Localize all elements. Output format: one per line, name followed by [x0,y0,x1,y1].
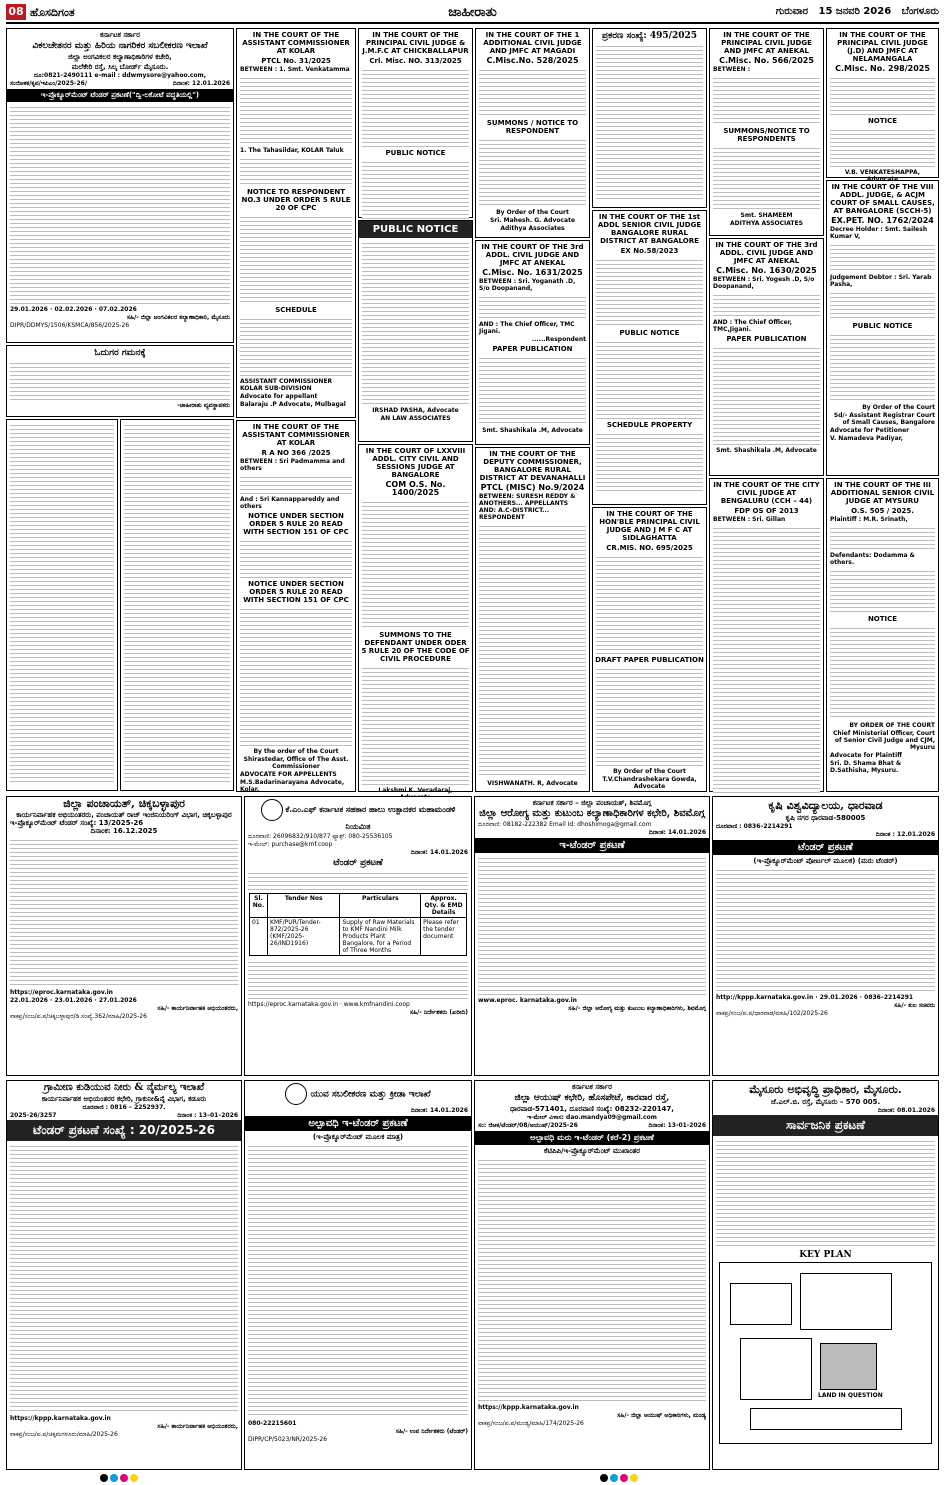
tender-subheading: (ಇ-ಪ್ರೊಕ್ಯೂರ್‌ಮೆಂಟ್ ಪೋರ್ಟಲ್ ಮೂಲಕ) (ಮರು ಟೆಂಡರ್) [753,857,898,865]
body-text [713,525,820,793]
ad-nelamangala-court [826,28,939,178]
map-block [740,1338,812,1400]
tender-urls: https://eproc.karnataka.gov.in · www.kmfnandini.coop [248,1001,410,1008]
office-name: ಜಿಲ್ಲಾ ಅಂಗವಿಕಲರ ಕಲ್ಯಾಣಾಧಿಕಾರಿಗಳ ಕಚೇರಿ, [68,53,172,61]
ad-city-civil-com-os [358,444,473,792]
ref-line: ಸಂ: ಜಿಆಕ/ಟೆಂಡರ್/08/ಆಯುಷ್/2025-26 ದಿನಾಂಕ: 13-01-2026 [478,1122,706,1129]
body-text [830,568,935,613]
body-text [478,855,706,995]
body-text [713,292,820,317]
body-text [240,316,352,376]
ad-deputy-commissioner-court [475,447,590,792]
contact-phone: ದೂರವಾಣಿ : 0836–2214291 [716,823,793,830]
ad-kolar-ra-notice [236,420,356,792]
body-text [362,240,469,405]
body-text [830,242,935,272]
ad-anekal-court-1631 [475,240,590,445]
advocate-name: Balaraju .P Advocate, Mulbagal [240,401,346,408]
body-text [596,554,703,654]
ad-kannada-case-495 [592,28,707,208]
ad-mysuru-senior-civil-court [826,478,939,792]
body-text [248,1143,468,1418]
ad-kmf-tender [244,796,472,1076]
notice-heading: NOTICE [867,615,898,623]
tender-bar: ಇ-ಪ್ರೊಕ್ಯೂರ್‌ಮೆಂಟ್ ಟೆಂಡರ್ ಪ್ರಕಟಣೆ("ದ್ವಿ-ಲಕೋಟೆ ಪದ್ಧತಿಯಲ್ಲಿ") [7,89,233,102]
case-number: C.Misc.No. 528/2025 [486,56,579,65]
signature: ಸಹಿ/- ಜಿಲ್ಲಾ ಆಯುಷ್ ಅಧಿಕಾರಿಗಳು, ಮಂಡ್ಯ [617,1412,706,1419]
body-text [479,355,586,425]
ad-anekal-court-1630 [709,238,824,476]
ad-youth-sports-tender [244,1080,472,1470]
ref-line: 2025-26/3257 ದಿನಾಂಕ : 13–01–2026 [10,1112,238,1119]
ad-small-causes-court [826,180,939,476]
court-name: IN THE COURT OF THE DEPUTY COMMISSIONER, BANGALORE RURAL DISTRICT AT DEVANAHALLI [479,450,586,482]
court-name: IN THE COURT OF THE PRINCIPAL CIVIL JUDGE & J.M.F.C AT CHICKBALLAPUR [362,31,469,55]
ref-line: ಸಂಜಿಅಕಕ/ಕೃಪ/ಇಪಿಎಂ/2025-26/ ದಿನಾಂಕ: 12.01.2026 [10,80,230,87]
tender-date: ದಿನಾಂಕ: 14.01.2026 [648,829,706,836]
map-block [800,1273,892,1330]
registration-mark [100,1474,108,1482]
body-text [478,1157,706,1402]
defendants-line: Defendants: Dodamma & others. [830,552,915,566]
header-date: ಗುರುವಾರ 15 ಜನವರಿ 2026 ಬೆಂಗಳೂರು [775,6,939,17]
tender-date: ದಿನಾಂಕ: 14.01.2026 [410,849,468,856]
body-text [10,1143,238,1413]
body-text [362,67,469,147]
signature: ಸಹಿ/- ಕುಲ ಸಚಿವರು [894,1002,935,1009]
col-sl: Sl. No. [250,894,268,918]
tender-bar: ಟೆಂಡರ್ ಪ್ರಕಟಣೆ ಸಂಖ್ಯೆ : 20/2025-26 [7,1120,241,1141]
signature: By Order of the Court [496,209,569,216]
ad-kolar-ptcl-notice [236,28,356,418]
ad-readers-notice [6,345,234,417]
notice-heading: DRAFT PAPER PUBLICATION [595,656,704,664]
body-text [10,837,238,987]
dipr-code: ವಾಕಪ್ರ/ಸಂಜ/ಪ.ಪ/ಧಾರವಾಡ/ಮಾಹಿ/102/2025-26 [716,1010,828,1017]
ad-ayush-tender [474,1080,710,1470]
office-address: ಧಾರವಾಡ-571401, ದೂರವಾಣಿ ಸಂಖ್ಯೆ: 08232-220147, [510,1105,674,1113]
body-text [248,870,468,890]
table-row: 01 KMF/PUR/Tender-872/2025-26 (KMF/2025-26/IND1916) Supply of Raw Materials to KMF Nandini Milk Products Plant Bangalore, for a Period of Three Months Please refer the tender document [250,918,467,956]
tender-date: ದಿನಾಂಕ : 12.01.2026 [875,831,935,838]
body-text [713,345,820,445]
notice-heading: PAPER PUBLICATION [726,335,807,343]
tender-url: https://kppp.karnataka.gov.in [478,1404,579,1411]
col-tender: Tender Nos [268,894,340,918]
between-line: BETWEEN : [713,66,751,73]
body-text [248,959,468,999]
key-dates: 22.01.2026 · 23.01.2026 · 27.01.2026 [10,997,137,1004]
office-address: ಮಲೆಕೇರಿ ರಸ್ತೆ, ಸಿಲ್ಕ ಬೋರ್ಡ್ ಮೈಸೂರು. [71,63,169,71]
body-text [10,104,230,304]
ad-zp-chikkaballapur-tender [6,796,242,1076]
body-text [713,75,820,125]
case-number: CR.MIS. NO. 695/2025 [606,544,693,552]
and-line: And : Sri Kannappareddy and others [240,496,340,510]
tender-bar: ಅಲ್ಪಾವಧಿ ಇ-ಟೆಂಡರ್ ಪ್ರಕಟಣೆ [245,1116,471,1131]
office-name: ಕಾರ್ಯನಿರ್ವಾಹಕ ಅಭಿಯಂತರರು, ಪಂಚಾಯತ್ ರಾಜ್ ಇಂಜಿನಿಯರಿಂಗ್ ವಿಭಾಗ, ಚಿಕ್ಕಬಳ್ಳಾಪುರ [16,811,232,819]
office-address: ಜೆ.ಎಲ್.ಬಿ. ರಸ್ತೆ, ಮೈಸೂರು – 570 005. [770,1098,881,1106]
between-line: BETWEEN : Sri. Yogesh .D, S/o Doopanand, [713,276,815,290]
advocate-name: Sri. D. Shama Bhat & D.Sathisha, Mysuru. [830,760,902,774]
advocate-name: VISHWANATH. R, Advocate [487,780,578,787]
notice-bar: ಸಾರ್ವಜನಿಕ ಪ್ರಕಟಣೆ [713,1115,938,1136]
ad-title: ಜಿಲ್ಲಾ ಪಂಚಾಯತ್, ಚಿಕ್ಕಬಳ್ಳಾಪುರ [63,797,185,810]
court-name: IN THE COURT OF THE PRINCIPAL CIVIL JUDGE (J.D) AND JMFC AT NELAMANGALA [837,31,928,63]
tender-url: https://kppp.karnataka.gov.in [10,1415,111,1422]
ad-dharwad-agri-university-tender [712,796,939,1076]
tender-url-line: http://kppp.karnataka.gov.in · 29.01.2026 · 0836–2214291 [716,994,914,1001]
case-number: C.Misc. No. 1630/2025 [716,266,817,275]
body-text [479,294,586,319]
body-text [596,666,703,766]
ad-mysore-disability-tender [6,28,234,343]
registration-mark [120,1474,128,1482]
body-text [830,525,935,550]
contact-email: ಇ-ಮೇಲ್ ವಿಳಾಸ: dao.mandya09@gmail.com [527,1114,657,1121]
firm-name: ADITHYA ASSOCIATES [730,220,803,227]
ad-title: PUBLIC NOTICE [359,221,472,238]
signature: ಸಹಿ/- ಜಿಲ್ಲಾ ಅಂಗವಿಕಲರ ಕಲ್ಯಾಣಾಧಿಕಾರಿ, ಮೈಸೂರು [126,314,230,321]
case-number: EX No.58/2023 [620,247,679,255]
office-name: Shirastedar, Office of The Asst. Commissioner [243,756,349,770]
advocate-name: V. Namadeva Padiyar, [830,435,903,442]
emblem-icon [285,1083,307,1105]
contact-email: ಇ-ಮೇಲ್: purchase@kmf.coop [248,841,333,848]
ad-title: ಜಿಲ್ಲಾ ಆಯುಷ್ ಕಛೇರಿ, ಹೊಸಪೇಟೆ, ಕಾರವಾರ ರಸ್ತೆ, [514,1093,670,1103]
dipr-code: ವಾಕಪ್ರ/ಸಂಜ/ಪ.ಪ/ಮಂಡ್ಯ/ಮಾಹಿ/174/2025-26 [478,1420,584,1427]
page-header [6,4,939,24]
body-text [124,422,230,784]
tender-bar: ಟೆಂಡರ್ ಪ್ರಕಟಣೆ [713,840,938,855]
case-number: O.S. 505 / 2025. [851,507,914,515]
registration-mark [620,1474,628,1482]
tender-subheading: ಕೆಟಿಪಿಪಿ/ಇ-ಪ್ರೊಕ್ಯೂರ್‌ಮೆಂಟ್ ಮುಖಾಂತರ [544,1147,640,1155]
case-number: FDP OS OF 2013 [734,507,799,515]
ad-mysore-development-authority [712,1080,939,1470]
court-name: IN THE COURT OF THE ASSISTANT COMMISSIONER AT KOLAR [242,31,350,55]
dipr-code: DIPR/DDMYS/1506/KSMCA/856/2025-26 [10,322,130,329]
registration-mark [610,1474,618,1482]
ad-anekal-court-566 [709,28,824,236]
ad-title: ಜಿಲ್ಲಾ ಆರೋಗ್ಯ ಮತ್ತು ಕುಟುಂಬ ಕಲ್ಯಾಣಾಧಿಕಾರಿಗಳ ಕಛೇರಿ, ಶಿವಮೊಗ್ಗ [479,808,705,819]
notice-heading-2: NOTICE UNDER SECTION ORDER 5 RULE 20 READ WITH SECTION 151 OF CPC [243,580,349,604]
body-text [362,665,469,785]
ad-shimoga-health-tender [474,796,710,1076]
body-text [596,431,703,491]
dipr-code: DIPR/CP/5023/NR/2025-26 [248,1436,328,1443]
kmf-logo-icon [261,799,283,821]
body-text [596,43,703,201]
key-plan-title: KEY PLAN [799,1250,852,1260]
between-line: BETWEEN : 1. Smt. Venkatamma [240,66,350,73]
body-text [479,137,586,207]
notice-heading: NOTICE TO RESPONDENT NO.3 UNDER ORDER 5 RULE 20 OF CPC [241,188,351,212]
ad-rural-district-court [592,210,707,505]
advocate-name: V.B. VENKATESHAPPA, [844,169,921,176]
table-header-row [250,894,467,918]
court-name: IN THE COURT OF THE 3rd ADDL. CIVIL JUDGE AND JMFC AT ANEKAL [481,243,584,267]
contact-line: ದೂರವಾಣಿ: 08182-222382 Email Id: dhoshimoga@gmail.com [478,821,652,828]
key-dates: 29.01.2026 · 02.02.2026 · 07.02.2026 [10,306,137,313]
court-name: IN THE COURT OF THE 1 ADDITIONAL CIVIL JUDGE AND JMFC AT MAGADI [483,31,582,55]
office-name: Chief Ministerial Officer, Court of Senior Civil Judge and CJM, Mysuru [832,730,935,751]
case-number: COM O.S. No. 1400/2025 [385,480,446,497]
signature: By Order of the Court [613,768,686,775]
notice-heading: PAPER PUBLICATION [492,345,573,353]
paper-name: ಹೊಸದಿಗಂತ [30,6,75,19]
advocate-name: Lakshmi K. Veradaraj, [378,787,453,794]
tender-url: https://eproc.karnataka.gov.in [10,989,113,996]
tender-bar: ಅಲ್ಪಾವಧಿ ಮರು ಇ-ಟೆಂಡರ್ (ಕರೆ-2) ಪ್ರಕಟಣೆ [475,1131,709,1145]
body-text [479,523,586,778]
signature: By Order of the Court [862,404,935,411]
tender-table [249,893,467,956]
respondent-line: 1. The Tahasildar, KOLAR Taluk [240,147,344,154]
land-in-question-label: LAND IN QUESTION [818,1392,883,1399]
dipr-code: ವಾಕಪ್ರ/ಸಂಜ/ಪ.ಪ/ಚಿಕ್ಕಬಳ್ಳಾಪುರ/ಡಿ.ಸಂಖ್ಯೆ.362/ಮಾಹಿ/2025-26 [10,1013,147,1020]
contact-line: ದೂ:0821-2490111 e-mail : ddwmysore@yahoo.com, [33,72,207,79]
body-text [830,290,935,320]
signature: By the order of the Court [253,748,339,755]
advocate-name: M.S.Badarinarayana Advocate, Kolar. [240,779,345,793]
and-line: AND : The Chief Officer, TMC,Jigani. [713,319,793,333]
ad-chickballapur-court [358,28,473,218]
ad-title: ವಿಕಲಚೇತನರ ಮತ್ತು ಹಿರಿಯ ನಾಗರಿಕರ ಸಬಲೀಕರಣ ಇಲಾಖೆ [32,41,208,51]
col-emd: Approx. Qty. & EMD Details [421,894,467,918]
between-line: BETWEEN: SURESH REDDY & ANOTHERS... APPELLANTS AND: A.C-DISTRICT... RESPONDENT [479,493,576,521]
respondent-label: ......Respondent [531,336,586,343]
body-text [240,538,352,578]
advocate-label: Advocate for Petitioner [830,427,910,434]
advocate-name: Smt. SHAMEEM [740,212,793,219]
body-text [716,867,935,992]
between-line: BETWEEN : Sri Padmamma and others [240,458,345,472]
registration-mark [630,1474,638,1482]
court-name: IN THE COURT OF THE 3rd ADDL. CIVIL JUDGE AND JMFC AT ANEKAL [715,241,818,265]
schedule-heading: SCHEDULE PROPERTY [606,421,693,429]
ad-magadi-court [475,28,590,238]
court-name: IN THE COURT OF THE VIII ADDL. JUDGE, & ACJM COURT OF SMALL CAUSES, AT BANGALORE (SCCH-5) [830,183,935,215]
case-number: PTCL (MISC) No.9/2024 [480,483,585,492]
body-text [240,214,352,304]
col-particulars: Particulars [340,894,421,918]
ad-title: ಯುವ ಸಬಲೀಕರಣ ಮತ್ತು ಕ್ರೀಡಾ ಇಲಾಖೆ [247,1083,469,1105]
ad-kannada-court-notice-2 [120,419,234,791]
court-name: IN THE COURT OF THE III ADDITIONAL SENIOR CIVIL JUDGE AT MYSURU [830,481,935,505]
firm-name: AN LAW ASSOCIATES [380,415,451,422]
registration-mark [600,1474,608,1482]
notice-heading: PUBLIC NOTICE [619,329,680,337]
case-number: C.Misc. No. 1631/2025 [482,268,583,277]
advocate-name: Smt. Shashikala .M, Advocate [716,447,817,454]
case-number: C.Misc. No. 566/2025 [719,56,814,65]
ad-title: ಮೈಸೂರು ಅಭಿವೃದ್ಧಿ ಪ್ರಾಧಿಕಾರ, ಮೈಸೂರು. [749,1083,902,1096]
between-line: BETWEEN : Sri. Yoganath .D, S/o Doopanand, [479,278,576,292]
office-name: ಕಾರ್ಯನಿರ್ವಾಹಕ ಅಭಿಯಂತರರ ಕಛೇರಿ, ಗ್ರಾಕುನೀ&ನೈ ವಿಭಾಗ, ಕಡೂರು [41,1095,207,1103]
body-text [830,127,935,167]
registration-mark [110,1474,118,1482]
signature: -ಜಾಹೀರಾತು ವ್ಯವಸ್ಥಾಪಕರು [176,402,230,409]
decree-holder: Decree Holder : Smt. Sailesh Kumar V, [830,226,928,240]
notice-heading: NOTICE [867,117,898,125]
plaintiff-line: Plaintiff : M.R. Srinath, [830,516,908,523]
advocate-label: ADVOCATE FOR APPELLENTS [240,771,337,778]
tender-heading: ಟೆಂಡರ್ ಪ್ರಕಟಣೆ [333,858,383,868]
map-block [730,1283,792,1325]
notice-heading: NOTICE UNDER SECTION ORDER 5 RULE 20 READ WITH SECTION 151 OF CPC [243,512,349,536]
contact-phone: ದೂರವಾಣಿ: 26096832/910/877 ಫ್ಯಾಕ್ಸ್: 080-25536105 [248,833,393,840]
body-text [240,606,352,746]
signature: ASSISTANT COMMISSIONER KOLAR SUB-DIVISION [240,378,333,392]
advocate-label: Advocate for appellant [240,393,318,400]
dipr-code: ವಾಕಪ್ರ/ಸಂಜ/ಪ.ಪ/ಚಿಕ್ಕಮಗಳೂರು/ಮಾಹಿ/2025-26 [10,1431,118,1438]
body-text [362,159,469,219]
ad-title: ಗ್ರಾಮೀಣ ಕುಡಿಯುವ ನೀರು & ನೈರ್ಮಲ್ಯ ಇಲಾಖೆ [43,1082,205,1093]
signature: ಸಹಿ/- ಜಿಲ್ಲಾ ಆರೋಗ್ಯ ಮತ್ತು ಕುಟುಂಬ ಕಲ್ಯಾಣಾಧಿಕಾರಿಗಳು, ಶಿವಮೊಗ್ಗ [568,1005,706,1012]
court-name: IN THE COURT OF THE ASSISTANT COMMISSIONER AT KOLAR [242,423,350,447]
case-number: R A NO 366 /2025 [261,449,331,457]
judgement-debtor: Judgement Debtor : Sri. Yarab Pasha, [830,274,932,288]
advocate-name: T.V.Chandrashekara Gowda, Advocate [602,776,697,790]
case-number: PTCL No. 31/2025 [261,57,331,65]
body-text [479,67,586,117]
registration-mark [130,1474,138,1482]
contact-phone: ದೂರವಾಣಿ : 0816 – 2252937. [82,1104,166,1111]
notice-heading: PUBLIC NOTICE [852,322,913,330]
office-name: Sd/- Assistant Registrar Court of Small Causes, Bangalore [833,412,935,426]
body-text [240,156,352,186]
signature: ಸಹಿ/- ಉಪ ನಿರ್ದೇಶಕರು (ಟೆಂಡರ್) [395,1428,468,1435]
ad-title: ಪ್ರಕರಣ ಸಂಖ್ಯೆ: 495/2025 [602,31,697,41]
section-title: ಜಾಹೀರಾತು [448,5,497,20]
signature: BY ORDER OF THE COURT [849,722,935,729]
gov-label: ಕರ್ನಾಟಕ ಸರ್ಕಾರ – ಜಿಲ್ಲಾ ಪಂಚಾಯತ್, ಶಿವಮೊಗ್ಗ [532,799,652,807]
tender-number: ಇ-ಪ್ರೊಕ್ಯೂರ್‌ಮೆಂಟ್ ಟೆಂಡರ್ ಸಂಖ್ಯೆ: 13/2025-26 [10,819,144,827]
and-line: AND : The Chief Officer, TMC Jigani. [479,321,575,335]
gov-label: ಕರ್ನಾಟಕ ಸರ್ಕಾರ [100,31,140,39]
between-line: BETWEEN : Sri. Gillan [713,516,786,523]
ad-title: ಕೆ.ಎಂ.ಎಫ್ ಕರ್ನಾಟಕ ಸಹಕಾರ ಹಾಲು ಉತ್ಪಾದಕರ ಮಹಾಮಂಡಳಿ ನಿಯಮಿತ [247,799,469,831]
body-text [240,474,352,494]
body-text [596,339,703,419]
contact-phone: 080-22215601 [248,1420,297,1427]
court-name: IN THE COURT OF THE HON'BLE PRINCIPAL CIVIL JUDGE AND J M F C AT SIDLAGHATTA [599,510,700,542]
map-road [750,1408,902,1430]
body-text [830,625,935,720]
notice-heading: PUBLIC NOTICE [385,149,446,157]
tender-url: www.eproc. karnataka.gov.in [478,997,577,1004]
ad-city-civil-fdp [709,478,824,792]
page-number: 08 [6,4,26,20]
ad-title: ಕೃಷಿ ವಿಶ್ವವಿದ್ಯಾಲಯ, ಧಾರವಾಡ [768,799,883,812]
case-number: EX.PET. NO. 1762/2024 [831,216,934,225]
advocate-name: Smt. Shashikala .M, Advocate [482,427,583,434]
case-number: Crl. Misc. NO. 313/2025 [369,57,462,65]
court-name: IN THE COURT OF THE CITY CIVIL JUDGE AT BENGALURU (CCH – 44) [713,481,820,505]
body-text [10,360,230,400]
body-text [10,422,114,784]
advocate-name: IRSHAD PASHA, Advocate [372,407,459,414]
body-text [240,75,352,145]
body-text [716,1138,935,1248]
firm-name: Adithya Associates [500,225,565,232]
tender-date: ದಿನಾಂಕ: 16.12.2025 [90,827,158,835]
signature: ಸಹಿ/- ಕಾರ್ಯನಿರ್ವಾಹಕ ಅಭಿಯಂತರರು, [157,1005,238,1012]
advocate-label: Advocate for Plaintiff [830,752,902,759]
notice-heading: SUMMONS/NOTICE TO RESPONDENTS [723,127,810,143]
signature: ಸಹಿ/- ನಿರ್ದೇಶಕರು (ಖರೀದಿ) [409,1009,468,1016]
court-name: IN THE COURT OF LXXVIII ADDL. CITY CIVIL AND SESSIONS JUDGE AT BANGALORE [365,447,466,479]
ad-kannada-court-notice-1 [6,419,118,791]
key-plan-map [719,1262,932,1444]
tender-bar: ಇ-ಟೆಂಡರ್ ಪ್ರಕಟಣೆ [475,838,709,853]
notice-heading: SUMMONS TO THE DEFENDANT UNDER ODER 5 RULE 20 OF THE CODE OF CIVIL PROCEDURE [361,631,470,663]
land-in-question-block [820,1343,877,1390]
tender-subheading: (ಇ-ಪ್ರೊಕ್ಯೂರ್‌ಮೆಂಟ್ ಮೂಲಕ ಮಾತ್ರ) [312,1133,404,1141]
signature: ಸಹಿ/- ಕಾರ್ಯನಿರ್ವಾಹಕ ಅಭಿಯಂತರರು, [157,1423,238,1430]
ad-title: ಓದುಗರ ಗಮನಕ್ಕೆ [94,348,146,358]
office-address: ಕೃಷಿ ನಗರ ಧಾರವಾಡ-580005 [785,814,866,822]
ad-sidlaghatta-court [592,507,707,792]
case-number: C.Misc. No. 298/2025 [835,64,930,73]
court-name: IN THE COURT OF THE 1st ADDL SENIOR CIVIL JUDGE BANGALORE RURAL DISTRICT AT BANGALORE [597,213,702,245]
body-text [830,332,935,402]
ref-date: ದಿನಾಂಕ: 08.01.2026 [877,1107,935,1114]
notice-heading: SUMMONS / NOTICE TO RESPONDENT [486,119,579,135]
advocate-name: Sri. Mahesh. G. Advocate [489,217,576,224]
ad-rural-water-tender [6,1080,242,1470]
tender-date: ದಿನಾಂಕ: 14.01.2026 [410,1107,468,1114]
body-text [362,499,469,629]
body-text [596,257,703,327]
gov-label: ಕರ್ನಾಟಕ ಸರ್ಕಾರ [572,1083,612,1091]
ad-public-notice [358,220,473,442]
body-text [713,145,820,210]
body-text [830,75,935,115]
court-name: IN THE COURT OF THE PRINCIPAL CIVIL JUDGE AND JMFC AT ANEKAL [721,31,812,55]
schedule-heading: SCHEDULE [275,306,317,314]
